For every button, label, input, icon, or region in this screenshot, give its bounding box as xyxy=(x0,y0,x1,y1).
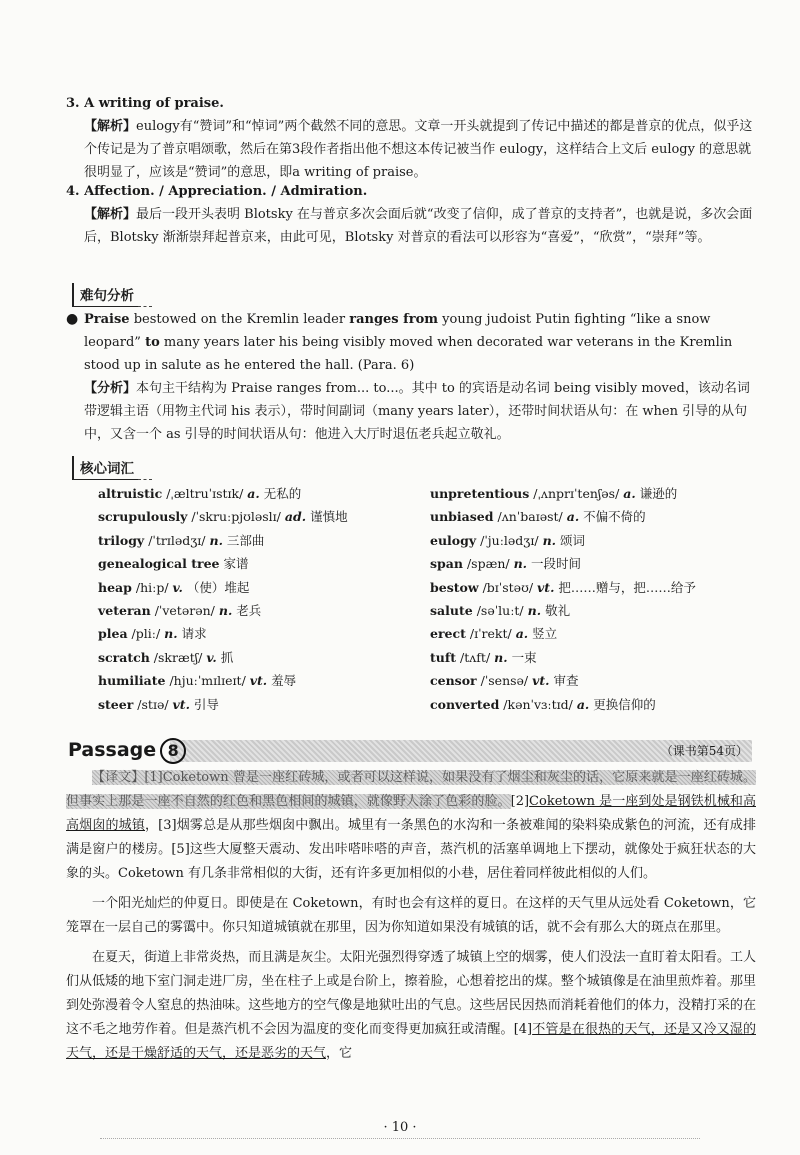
vocab-word: trilogy xyxy=(98,532,145,548)
paragraph-text: 一个阳光灿烂的仲夏日。即使是在 Coketown，有时也会有这样的夏日。在这样的天气里从远处看 Coketown，它笼罩在一层自己的雾霭中。你只知道城镇就在那里，因为你知道如果没有城镇的话，就不会有那么大的斑点在那里。 xyxy=(66,896,756,935)
vocab-meaning: 把……赠与，把……给予 xyxy=(558,579,696,595)
difficult-sentence-heading: 难句分析 xyxy=(72,283,138,307)
sentence-keyword: to xyxy=(145,335,160,350)
vocab-word: salute xyxy=(430,603,473,619)
vocab-pos: v. xyxy=(206,649,217,665)
vocab-meaning: 审查 xyxy=(553,673,579,689)
vocabulary-heading: 核心词汇 xyxy=(72,456,138,480)
vocab-entry xyxy=(98,576,348,599)
vocab-word: altruistic xyxy=(98,486,163,501)
sentence-index: [4] xyxy=(513,1022,533,1037)
sentence-keyword: ranges from xyxy=(349,312,439,327)
page-number: · 10 · xyxy=(383,1120,417,1135)
vocab-ipa: /hiːp/ xyxy=(135,579,169,595)
vocab-entry xyxy=(430,622,696,645)
sentence-analysis xyxy=(66,377,756,446)
vocab-meaning: 谨慎地 xyxy=(310,509,348,525)
translation-paragraph xyxy=(66,766,756,886)
vocab-ipa: /ˈvetərən/ xyxy=(154,603,215,619)
vocab-pos: n. xyxy=(527,603,542,619)
vocab-word: span xyxy=(430,556,463,572)
vocab-ipa: /ˈskruːpjʊləslɪ/ xyxy=(191,509,281,525)
vocab-meaning: 一束 xyxy=(511,649,537,665)
vocab-pos: a. xyxy=(623,486,636,501)
vocab-ipa: /ˌʌnprɪˈtenʃəs/ xyxy=(533,486,620,501)
vocab-word: genealogical tree xyxy=(98,556,220,572)
vocab-entry xyxy=(98,646,348,669)
vocab-entry xyxy=(98,599,348,622)
vocab-entry xyxy=(430,669,696,692)
passage-number: 8 xyxy=(160,738,186,764)
vocab-word: scratch xyxy=(98,649,150,665)
sentence-text: young judoist Putin fighting “like a snow leopard” xyxy=(84,312,711,350)
vocab-pos: ad. xyxy=(284,509,307,525)
vocab-meaning: 谦逊的 xyxy=(639,486,678,501)
vocab-meaning: 一段时间 xyxy=(531,556,582,572)
analysis-text: 本句主干结构为 Praise ranges from... to...。其中 to 的宾语是动名词 being visibly moved，该动名词带逻辑主语（用物主代词 his 表示），带时间副词（many years later），还带时间状语从句：在 when 引导的从句中，又含一个 as 引导的时间状语从句：他进入大厅时退伍老兵起立敬礼。 xyxy=(84,381,750,442)
vocab-meaning: 老兵 xyxy=(236,603,262,619)
translation-paragraph xyxy=(66,946,756,1066)
vocab-entry xyxy=(430,576,696,599)
vocab-pos: n. xyxy=(209,532,223,548)
vocab-pos: vt. xyxy=(537,579,555,595)
vocab-word: unpretentious xyxy=(430,486,530,501)
vocab-meaning: 无私的 xyxy=(263,486,302,501)
vocab-meaning: 竖立 xyxy=(532,626,558,642)
vocab-pos: n. xyxy=(542,532,557,548)
vocabulary-right-column xyxy=(430,482,696,716)
sentence-text: many years later his being visibly moved when decorated war veterans in the Kremlin stood up in salute as he entered the hall. (Para. 6) xyxy=(84,335,733,373)
vocab-entry xyxy=(430,693,696,716)
vocab-ipa: /tʌft/ xyxy=(460,649,491,665)
shaded-text: 【译文】[1]Coketown 曾是一座红砖城，或者可以这样说，如果没有了烟尘和灰尘的话，它原来就是一座红砖城。但事实上那是一座不自然的红色和黑色相间的城镇，就像野人涂了色彩的脸。 xyxy=(66,770,756,809)
vocab-word: censor xyxy=(430,673,477,689)
vocab-entry xyxy=(430,552,696,575)
vocab-meaning: 请求 xyxy=(181,626,207,642)
vocab-ipa: /ˈsensə/ xyxy=(480,673,529,689)
vocab-ipa: /ˌæltruˈɪstɪk/ xyxy=(166,486,244,501)
sentence-keyword: Praise xyxy=(84,312,130,327)
underlined-text: 不管是在很热的天气，还是又冷又湿的天气，还是干燥舒适的天气，还是恶劣的天气 xyxy=(66,1022,756,1061)
vocab-ipa: /ˈjuːlədʒɪ/ xyxy=(480,532,539,548)
passage-title-text: Passage xyxy=(68,739,157,761)
vocab-entry xyxy=(430,529,696,552)
analysis-tag: 【分析】 xyxy=(84,381,137,396)
vocab-ipa: /səˈluːt/ xyxy=(476,603,524,619)
vocab-pos: vt. xyxy=(172,696,190,712)
underlined-text: Coketown 是一座到处是钢铁机械和高高烟囱的城镇 xyxy=(66,794,756,833)
vocab-pos: n. xyxy=(164,626,178,642)
vocab-pos: a. xyxy=(515,626,529,642)
vocab-ipa: /ɪˈrekt/ xyxy=(469,626,512,642)
passage-reference: （课书第54页） xyxy=(660,744,748,758)
passage-title xyxy=(68,738,186,764)
vocab-word: veteran xyxy=(98,603,151,619)
answer-question: 4. Affection. / Appreciation. / Admiration. xyxy=(66,184,368,199)
vocab-word: erect xyxy=(430,626,466,642)
translation-paragraph xyxy=(66,892,756,940)
explanation-tag: 【解析】 xyxy=(84,207,137,222)
vocab-word: tuft xyxy=(430,649,457,665)
vocab-pos: n. xyxy=(513,556,528,572)
vocab-pos: a. xyxy=(576,696,590,712)
paragraph-text: 在夏天，街道上非常炎热，而且满是灰尘。太阳光强烈得穿透了城镇上空的烟雾，使人们没法一直盯着太阳看。工人们从低矮的地下室门洞走进厂房，坐在柱子上或是台阶上，擦着脸，心想着挖出的煤。整个城镇像是在油里煎炸着。那里到处弥漫着令人窒息的热油味。这些地方的空气像是地狱吐出的气息。这些居民因热而消耗着他们的体力，没精打采的在这不毛之地劳作着。但是蒸汽机不会因为温度的变化而变得更加疯狂或清醒。 xyxy=(66,950,756,1037)
vocab-meaning: 家谱 xyxy=(223,556,249,572)
passage-translation xyxy=(66,766,756,1072)
vocab-entry xyxy=(98,693,348,716)
vocab-pos: v. xyxy=(172,579,183,595)
vocab-meaning: 不偏不倚的 xyxy=(583,509,646,525)
vocab-word: bestow xyxy=(430,579,479,595)
vocab-ipa: /ʌnˈbaɪəst/ xyxy=(497,509,563,525)
vocab-word: steer xyxy=(98,696,134,712)
vocab-entry xyxy=(430,646,696,669)
vocab-pos: vt. xyxy=(532,673,550,689)
vocab-ipa: /kənˈvɜːtɪd/ xyxy=(503,696,573,712)
difficult-sentence xyxy=(66,308,756,377)
vocab-word: heap xyxy=(98,579,132,595)
answer-explanation xyxy=(66,203,756,249)
vocab-meaning: 羞辱 xyxy=(271,673,297,689)
vocab-entry xyxy=(98,669,348,692)
explanation-text: 最后一段开头表明 Blotsky 在与普京多次会面后就“改变了信仰，成了普京的支持者”，也就是说，多次会面后，Blotsky 渐渐崇拜起普京来，由此可见，Blotsky 对普京的看法可以形容为“喜爱”，“欣赏”，“崇拜”等。 xyxy=(84,207,753,245)
vocab-ipa: /stɪə/ xyxy=(137,696,169,712)
vocab-pos: n. xyxy=(218,603,233,619)
vocab-pos: a. xyxy=(566,509,580,525)
vocab-word: converted xyxy=(430,696,500,712)
vocab-meaning: 引导 xyxy=(193,696,219,712)
vocab-ipa: /bɪˈstəʊ/ xyxy=(482,579,534,595)
vocab-entry xyxy=(98,622,348,645)
answer-4 xyxy=(66,180,756,249)
vocab-ipa: /hjuːˈmɪlɪeɪt/ xyxy=(169,673,246,689)
footer-divider xyxy=(100,1138,700,1139)
vocab-entry xyxy=(98,552,348,575)
vocab-word: plea xyxy=(98,626,128,642)
vocab-word: scrupulously xyxy=(98,509,188,525)
vocab-pos: vt. xyxy=(249,673,268,689)
vocab-entry xyxy=(98,505,348,528)
paragraph-text: ，[3]烟雾总是从那些烟囱中飘出。城里有一条黑色的水沟和一条被难闻的染料染成紫色的河流，还有成排满是窗户的楼房。[5]这些大厦整天震动、发出咔嗒咔嗒的声音，蒸汽机的活塞单调地上下摆动，就像处于疯狂状态的大象的头。Coketown 有几条非常相似的大街，还有许多更加相似的小巷，居住着同样彼此相似的人们。 xyxy=(66,818,756,881)
explanation-text: eulogy有“赞词”和“悼词”两个截然不同的意思。文章一开头就提到了传记中描述的都是普京的优点，似乎这个传记是为了普京唱颂歌，然后在第3段作者指出他不想这本传记被当作 eulogy，这样结合上文后 eulogy 的意思就很明显了，应该是“赞词”的意思，即a writing of praise。 xyxy=(84,119,753,180)
vocab-meaning: 三部曲 xyxy=(226,532,265,548)
sentence-index: [2] xyxy=(510,794,530,809)
vocab-ipa: /pliː/ xyxy=(131,626,161,642)
sentence-text: bestowed on the Kremlin leader xyxy=(129,312,350,327)
vocab-pos: a. xyxy=(247,486,260,501)
answer-question: 3. A writing of praise. xyxy=(66,96,224,111)
explanation-tag: 【解析】 xyxy=(84,119,137,134)
vocab-entry xyxy=(98,529,348,552)
vocab-ipa: /spæn/ xyxy=(466,556,510,572)
vocab-entry xyxy=(430,505,696,528)
paragraph-text: ，它 xyxy=(326,1046,353,1061)
vocab-word: eulogy xyxy=(430,532,477,548)
vocabulary-left-column xyxy=(98,482,348,716)
vocab-word: humiliate xyxy=(98,673,166,689)
vocab-meaning: 敬礼 xyxy=(545,603,571,619)
answer-3 xyxy=(66,92,756,184)
vocab-meaning: 抓 xyxy=(220,649,234,665)
answer-explanation xyxy=(66,115,756,184)
vocab-entry xyxy=(430,599,696,622)
vocab-meaning: 颂词 xyxy=(560,532,586,548)
vocab-pos: n. xyxy=(494,649,508,665)
vocab-entry xyxy=(430,482,696,505)
vocab-meaning: （使）堆起 xyxy=(186,579,250,595)
bullet-icon: ● xyxy=(66,311,79,327)
vocab-ipa: /skrætʃ/ xyxy=(153,649,203,665)
vocab-meaning: 更换信仰的 xyxy=(593,696,656,712)
vocab-word: unbiased xyxy=(430,509,494,525)
difficult-sentence-block xyxy=(66,308,756,446)
vocab-ipa: /ˈtrɪlədʒɪ/ xyxy=(148,532,206,548)
vocab-entry xyxy=(98,482,348,505)
